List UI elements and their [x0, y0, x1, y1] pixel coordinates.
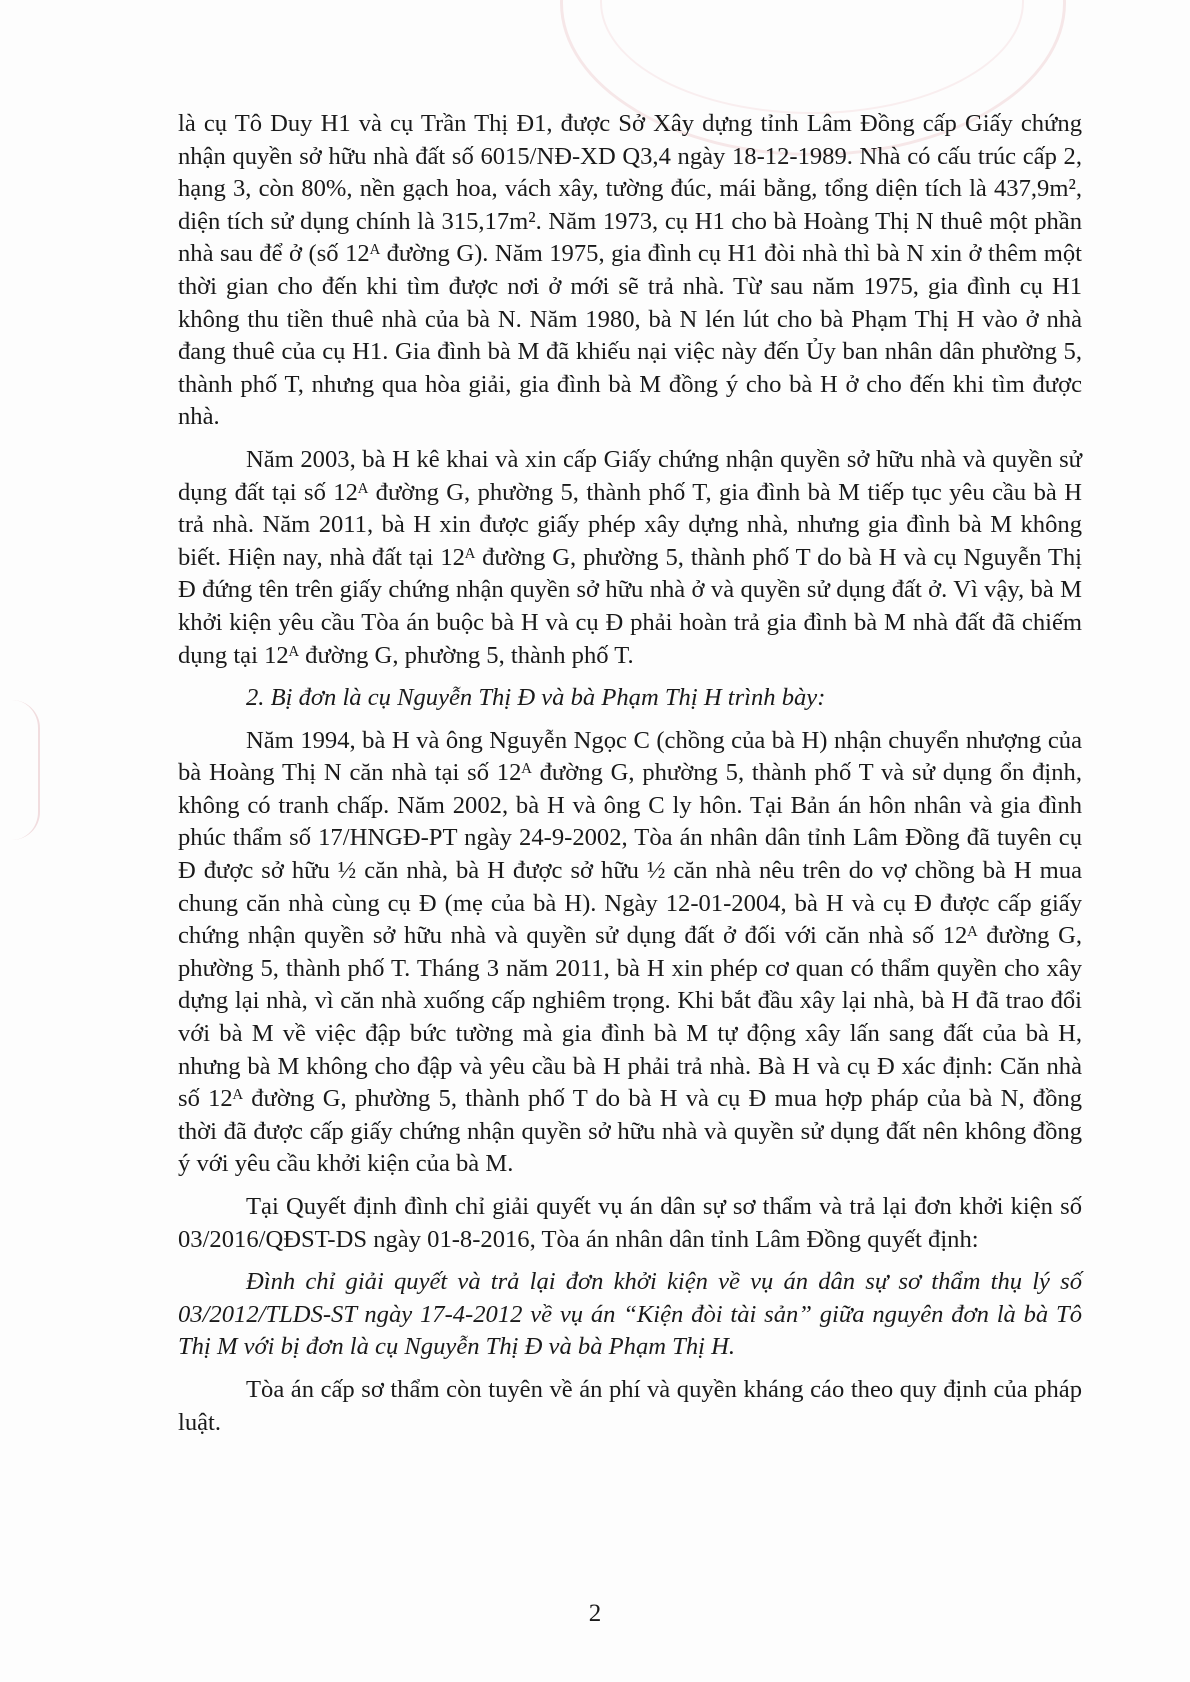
paragraph-defendant-statement: Năm 1994, bà H và ông Nguyễn Ngọc C (chồng của bà H) nhận chuyển nhượng của bà Hoàng Thị N căn nhà tại số 12ᴬ đường G, phường 5, thành phố T và sử dụng ổn định, không có tranh chấp. Năm 2002, bà H và ông C ly hôn. Tại Bản án hôn nhân và gia đình phúc thẩm số 17/HNGĐ-PT ngày 24-9-2002, Tòa án nhân dân tỉnh Lâm Đồng đã tuyên cụ Đ được sở hữu ½ căn nhà, bà H được sở hữu ½ căn nhà nêu trên do vợ chồng bà H mua chung căn nhà cùng cụ Đ (mẹ của bà H). Ngày 12-01-2004, bà H và cụ Đ được cấp giấy chứng nhận quyền sở hữu nhà và quyền sử dụng đất ở đối với căn nhà số 12ᴬ đường G, phường 5, thành phố T. Tháng 3 năm 2011, bà H xin phép cơ quan có thẩm quyền cho xây dựng lại nhà, vì căn nhà xuống cấp nghiêm trọng. Khi bắt đầu xây lại nhà, bà H đã trao đổi với bà M về việc đập bức tường mà gia đình bà M tự động xây lấn sang đất của bà H, nhưng bà M không cho đập và yêu cầu bà H phải trả nhà. Bà H và cụ Đ xác định: Căn nhà số 12ᴬ đường G, phường 5, thành phố T do bà H và cụ Đ mua hợp pháp của bà N, đồng thời đã được cấp giấy chứng nhận quyền sở hữu nhà và quyền sử dụng đất nên không đồng ý với yêu cầu khởi kiện của bà M.: [178, 726, 1082, 1178]
paragraph-first-instance-decision: Tại Quyết định đình chỉ giải quyết vụ án dân sự sơ thẩm và trả lại đơn khởi kiện số 03/2016/QĐST-DS ngày 01-8-2016, Tòa án nhân dân tỉnh Lâm Đồng quyết định:: [178, 1193, 1082, 1253]
document-body: [178, 108, 1082, 1439]
red-seal-stamp-inner: [600, 0, 1024, 114]
section-heading-defendant: 2. Bị đơn là cụ Nguyễn Thị Đ và bà Phạm Thị H trình bày:: [246, 684, 826, 712]
paragraph-2003-claim: Năm 2003, bà H kê khai và xin cấp Giấy chứng nhận quyền sở hữu nhà và quyền sử dụng đất tại số 12ᴬ đường G, phường 5, thành phố T, gia đình bà M tiếp tục yêu cầu bà H trả nhà. Năm 2011, bà H xin được giấy phép xây dựng nhà, nhưng gia đình bà M không biết. Hiện nay, nhà đất tại 12ᴬ đường G, phường 5, thành phố T do bà H và cụ Nguyễn Thị Đ đứng tên trên giấy chứng nhận quyền sở hữu nhà ở và quyền sử dụng đất ở. Vì vậy, bà M khởi kiện yêu cầu Tòa án buộc bà H và cụ Đ phải hoàn trả gia đình bà M nhà đất đã chiếm dụng tại 12ᴬ đường G, phường 5, thành phố T.: [178, 445, 1082, 669]
binding-edge-mark: [12, 700, 40, 840]
paragraph-court-fees: Tòa án cấp sơ thẩm còn tuyên về án phí và quyền kháng cáo theo quy định của pháp luật.: [178, 1375, 1082, 1436]
page-number: 2: [588, 1600, 602, 1627]
paragraph-decision-quote: Đình chỉ giải quyết và trả lại đơn khởi kiện về vụ án dân sự sơ thẩm thụ lý số 03/2012/TLDS-ST ngày 17-4-2012 về vụ án “Kiện đòi tài sản” giữa nguyên đơn là bà Tô Thị M với bị đơn là cụ Nguyễn Thị Đ và bà Phạm Thị H.: [178, 1268, 1082, 1361]
paragraph-plaintiff-claim-continued: là cụ Tô Duy H1 và cụ Trần Thị Đ1, được Sở Xây dựng tỉnh Lâm Đồng cấp Giấy chứng nhận quyền sở hữu nhà đất số 6015/NĐ-XD Q3,4 ngày 18-12-1989. Nhà có cấu trúc cấp 2, hạng 3, còn 80%, nền gạch hoa, vách xây, tường đúc, mái bằng, tổng diện tích là 437,9m², diện tích sử dụng chính là 315,17m². Năm 1973, cụ H1 cho bà Hoàng Thị N thuê một phần nhà sau để ở (số 12ᴬ đường G). Năm 1975, gia đình cụ H1 đòi nhà thì bà N xin ở thêm một thời gian cho đến khi tìm được nơi ở mới sẽ trả nhà. Từ sau năm 1975, gia đình cụ H1 không thu tiền thuê nhà của bà N. Năm 1980, bà N lén lút cho bà Phạm Thị H vào ở nhà đang thuê của cụ H1. Gia đình bà M đã khiếu nại việc này đến Ủy ban nhân dân phường 5, thành phố T, nhưng qua hòa giải, gia đình bà M đồng ý cho bà H ở cho đến khi tìm được nhà.: [178, 110, 1082, 431]
